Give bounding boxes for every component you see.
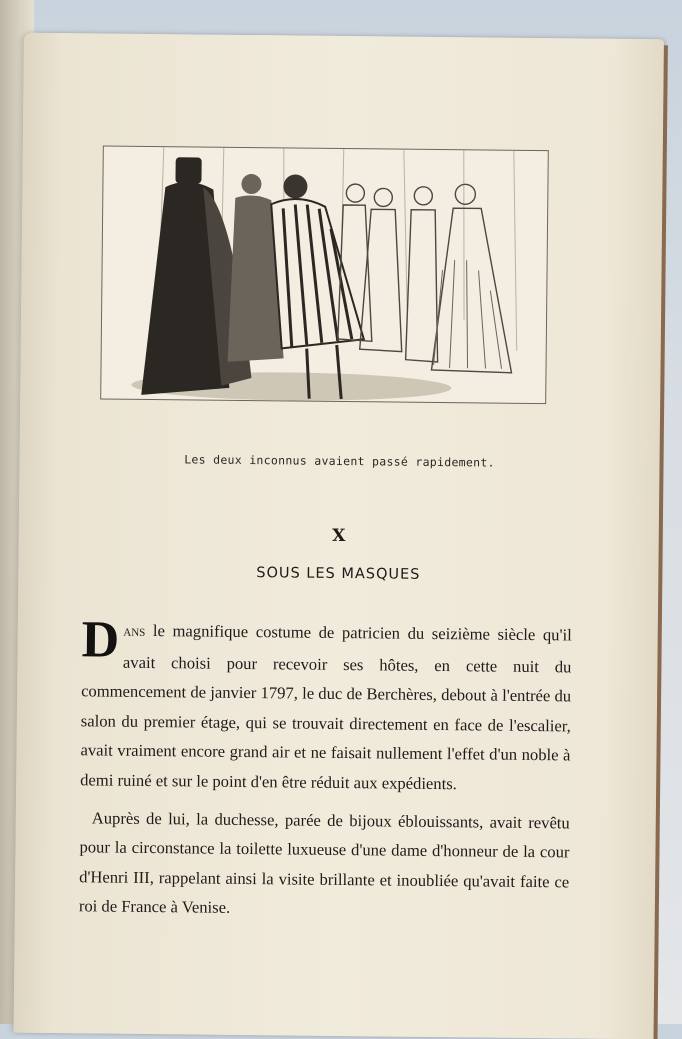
paragraph-2: [79, 803, 570, 926]
chapter-title: SOUS LES MASQUES: [256, 565, 421, 583]
opening-small-caps: ans: [123, 623, 146, 640]
paragraph-2-text: Auprès de lui, la duchesse, parée de bijoux éblouissants, avait revêtu pour la circonstance la toilette luxueuse d'une dame d'honneur de la cour d'Henri III, rappelant ainsi la visite brillante et inoubliée qu'avait faite ce roi de France à Venise.: [78, 807, 570, 918]
chapter-body-text: [78, 611, 572, 926]
paragraph-1: [80, 611, 572, 800]
guests-group: [337, 183, 513, 373]
paragraph-1-text: le magnifique costume de patricien du seizième siècle qu'il avait choisi pour recevoir ses hôtes, en cette nuit du commencement de janvier 1797, le duc de Berchères, debout à l'entrée du salon du premier étage, qui se trouvait directement en face de l'escalier, avait vraiment encore grand air et ne faisait nullement l'effet d'un noble à demi ruiné et sur le point d'en être réduit aux expédients.: [80, 620, 572, 794]
book-page: [14, 33, 664, 1039]
striped-costume-figure: [269, 174, 365, 399]
illustration-caption: Les deux inconnus avaient passé rapidement.: [184, 452, 495, 470]
engraving-illustration: [100, 145, 549, 404]
masquerade-engraving: [101, 146, 548, 403]
drop-cap-letter: D: [81, 611, 120, 669]
chapter-number: X: [332, 525, 346, 547]
